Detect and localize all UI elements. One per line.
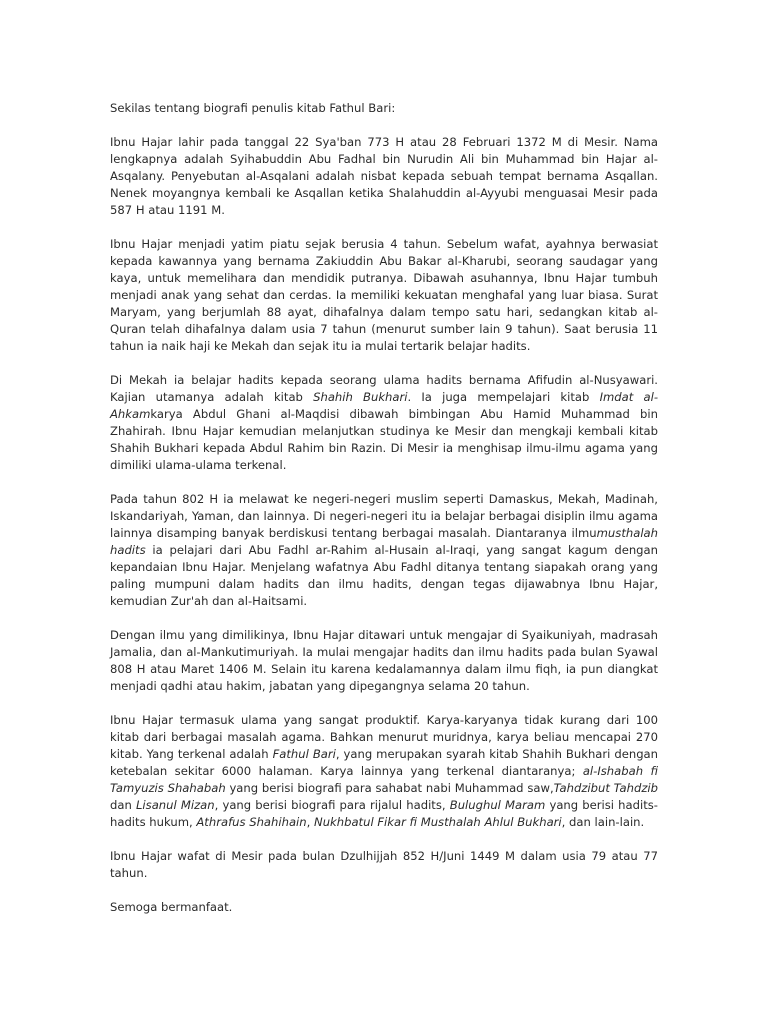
book-title: Lisanul Mizan	[135, 798, 215, 812]
book-title: Athrafus Shahihain	[196, 815, 307, 829]
paragraph-birth: Ibnu Hajar lahir pada tanggal 22 Sya'ban 773 H atau 28 Februari 1372 M di Mesir. Nama lengkapnya adalah Syihabuddin Abu Fadhal bin Nurudin Ali bin Muhammad bin Hajar al-Asqalany. Penyebutan al-Asqalani adalah nisbat kepada sebuah tempat bernama Asqallan. Nenek moyangnya kembali ke Asqallan ketika Shalahuddin al-Ayyubi menguasai Mesir pada 587 H atau 1191 M.	[110, 135, 658, 217]
text-segment: ia pelajari dari Abu Fadhl ar-Rahim al-Husain al-Iraqi, yang sangat kagum dengan kepandaian Ibnu Hajar. Menjelang wafatnya Abu Fadhl ditanya tentang siapakah orang yang paling mumpuni dalam hadits dan ilmu hadits, dengan tegas dijawabnya Ibnu Hajar, kemudian Zur'ah dan al-Haitsami.	[110, 543, 658, 608]
text-segment: Pada tahun 802 H ia melawat ke negeri-negeri muslim seperti Damaskus, Mekah, Madinah, Iskandariyah, Yaman, dan lainnya. Di negeri-negeri itu ia belajar berbagai disiplin ilmu agama lainnya disamping banyak berdiskusi tentang berbagai masalah. Diantaranya ilmu	[110, 492, 658, 540]
paragraph-childhood: Ibnu Hajar menjadi yatim piatu sejak berusia 4 tahun. Sebelum wafat, ayahnya berwasiat kepada kawannya yang bernama Zakiuddin Abu Bakar al-Kharubi, seorang saudagar yang kaya, untuk memelihara dan mendidik putranya. Dibawah asuhannya, Ibnu Hajar tumbuh menjadi anak yang sehat dan cerdas. Ia memiliki kekuatan menghafal yang luar biasa. Surat Maryam, yang berjumlah 88 ayat, dihafalnya dalam tempo satu hari, sedangkan kitab al-Quran telah dihafalnya dalam usia 7 tahun (menurut sumber lain 9 tahun). Saat berusia 11 tahun ia naik haji ke Mekah dan sejak itu ia mulai tertarik belajar hadits.	[110, 237, 658, 353]
closing-line: Semoga bermanfaat.	[110, 900, 233, 914]
text-segment: Di Mekah ia belajar hadits kepada seorang ulama hadits bernama Afifudin al-Nusyawari. Kajian utamanya adalah kitab	[110, 373, 658, 404]
text-segment: ,	[306, 815, 315, 829]
book-title: Tahdzibut Tahdzib	[553, 781, 658, 795]
text-segment: , yang merupakan syarah kitab Shahih Bukhari dengan ketebalan sekitar 6000 halaman. Karya lainnya yang terkenal diantaranya;	[110, 747, 659, 778]
paragraph-death: Ibnu Hajar wafat di Mesir pada bulan Dzulhijjah 852 H/Juni 1449 M dalam usia 79 atau 77 tahun.	[110, 849, 658, 880]
book-title: al-Ishabah fi Tamyuzis Shahabah	[110, 764, 658, 795]
text-segment: dan	[110, 798, 136, 812]
book-title: Nukhbatul Fikar fi Musthalah Ahlul Bukhari	[314, 815, 562, 829]
paragraph-works	[110, 712, 658, 831]
text-segment: , dan lain-lain.	[561, 815, 645, 829]
text-segment: yang berisi hadits-hadits hukum,	[110, 798, 658, 829]
paragraph-mecca-study	[110, 372, 658, 474]
text-segment: , yang berisi biografi para rijalul hadits,	[214, 798, 450, 812]
document-heading: Sekilas tentang biografi penulis kitab Fathul Bari:	[110, 101, 396, 115]
book-title: Fathul Bari	[272, 747, 336, 761]
book-title: Shahih Bukhari	[313, 390, 408, 404]
book-title: Bulughul Maram	[449, 798, 546, 812]
text-segment: Ibnu Hajar termasuk ulama yang sangat produktif. Karya-karyanya tidak kurang dari 100 kitab dari berbagai masalah agama. Bahkan menurut muridnya, karya beliau mencapai 270 kitab. Yang terkenal adalah	[110, 713, 658, 761]
term-italic: musthalah hadits	[110, 526, 658, 557]
paragraph-teaching: Dengan ilmu yang dimilikinya, Ibnu Hajar ditawari untuk mengajar di Syaikuniyah, madrasah Jamalia, dan al-Mankutimuriyah. Ia mulai mengajar hadits dan ilmu hadits pada bulan Syawal 808 H atau Maret 1406 M. Selain itu karena kedalamannya dalam ilmu fiqh, ia pun diangkat menjadi qadhi atau hakim, jabatan yang dipegangnya selama 20 tahun.	[110, 628, 658, 693]
paragraph-travels	[110, 491, 658, 610]
text-segment: . Ia juga mempelajari kitab	[407, 390, 600, 404]
text-segment: yang berisi biografi para sahabat nabi Muhammad saw,	[225, 781, 554, 795]
text-segment: karya Abdul Ghani al-Maqdisi dibawah bimbingan Abu Hamid Muhammad bin Zhahirah. Ibnu Hajar kemudian melanjutkan studinya ke Mesir dan mengkaji kembali kitab Shahih Bukhari kepada Abdul Rahim bin Razin. Di Mesir ia menghisap ilmu-ilmu agama yang dimiliki ulama-ulama terkenal.	[110, 407, 658, 472]
document-page	[110, 100, 658, 933]
book-title: Imdat al-Ahkam	[110, 390, 658, 421]
